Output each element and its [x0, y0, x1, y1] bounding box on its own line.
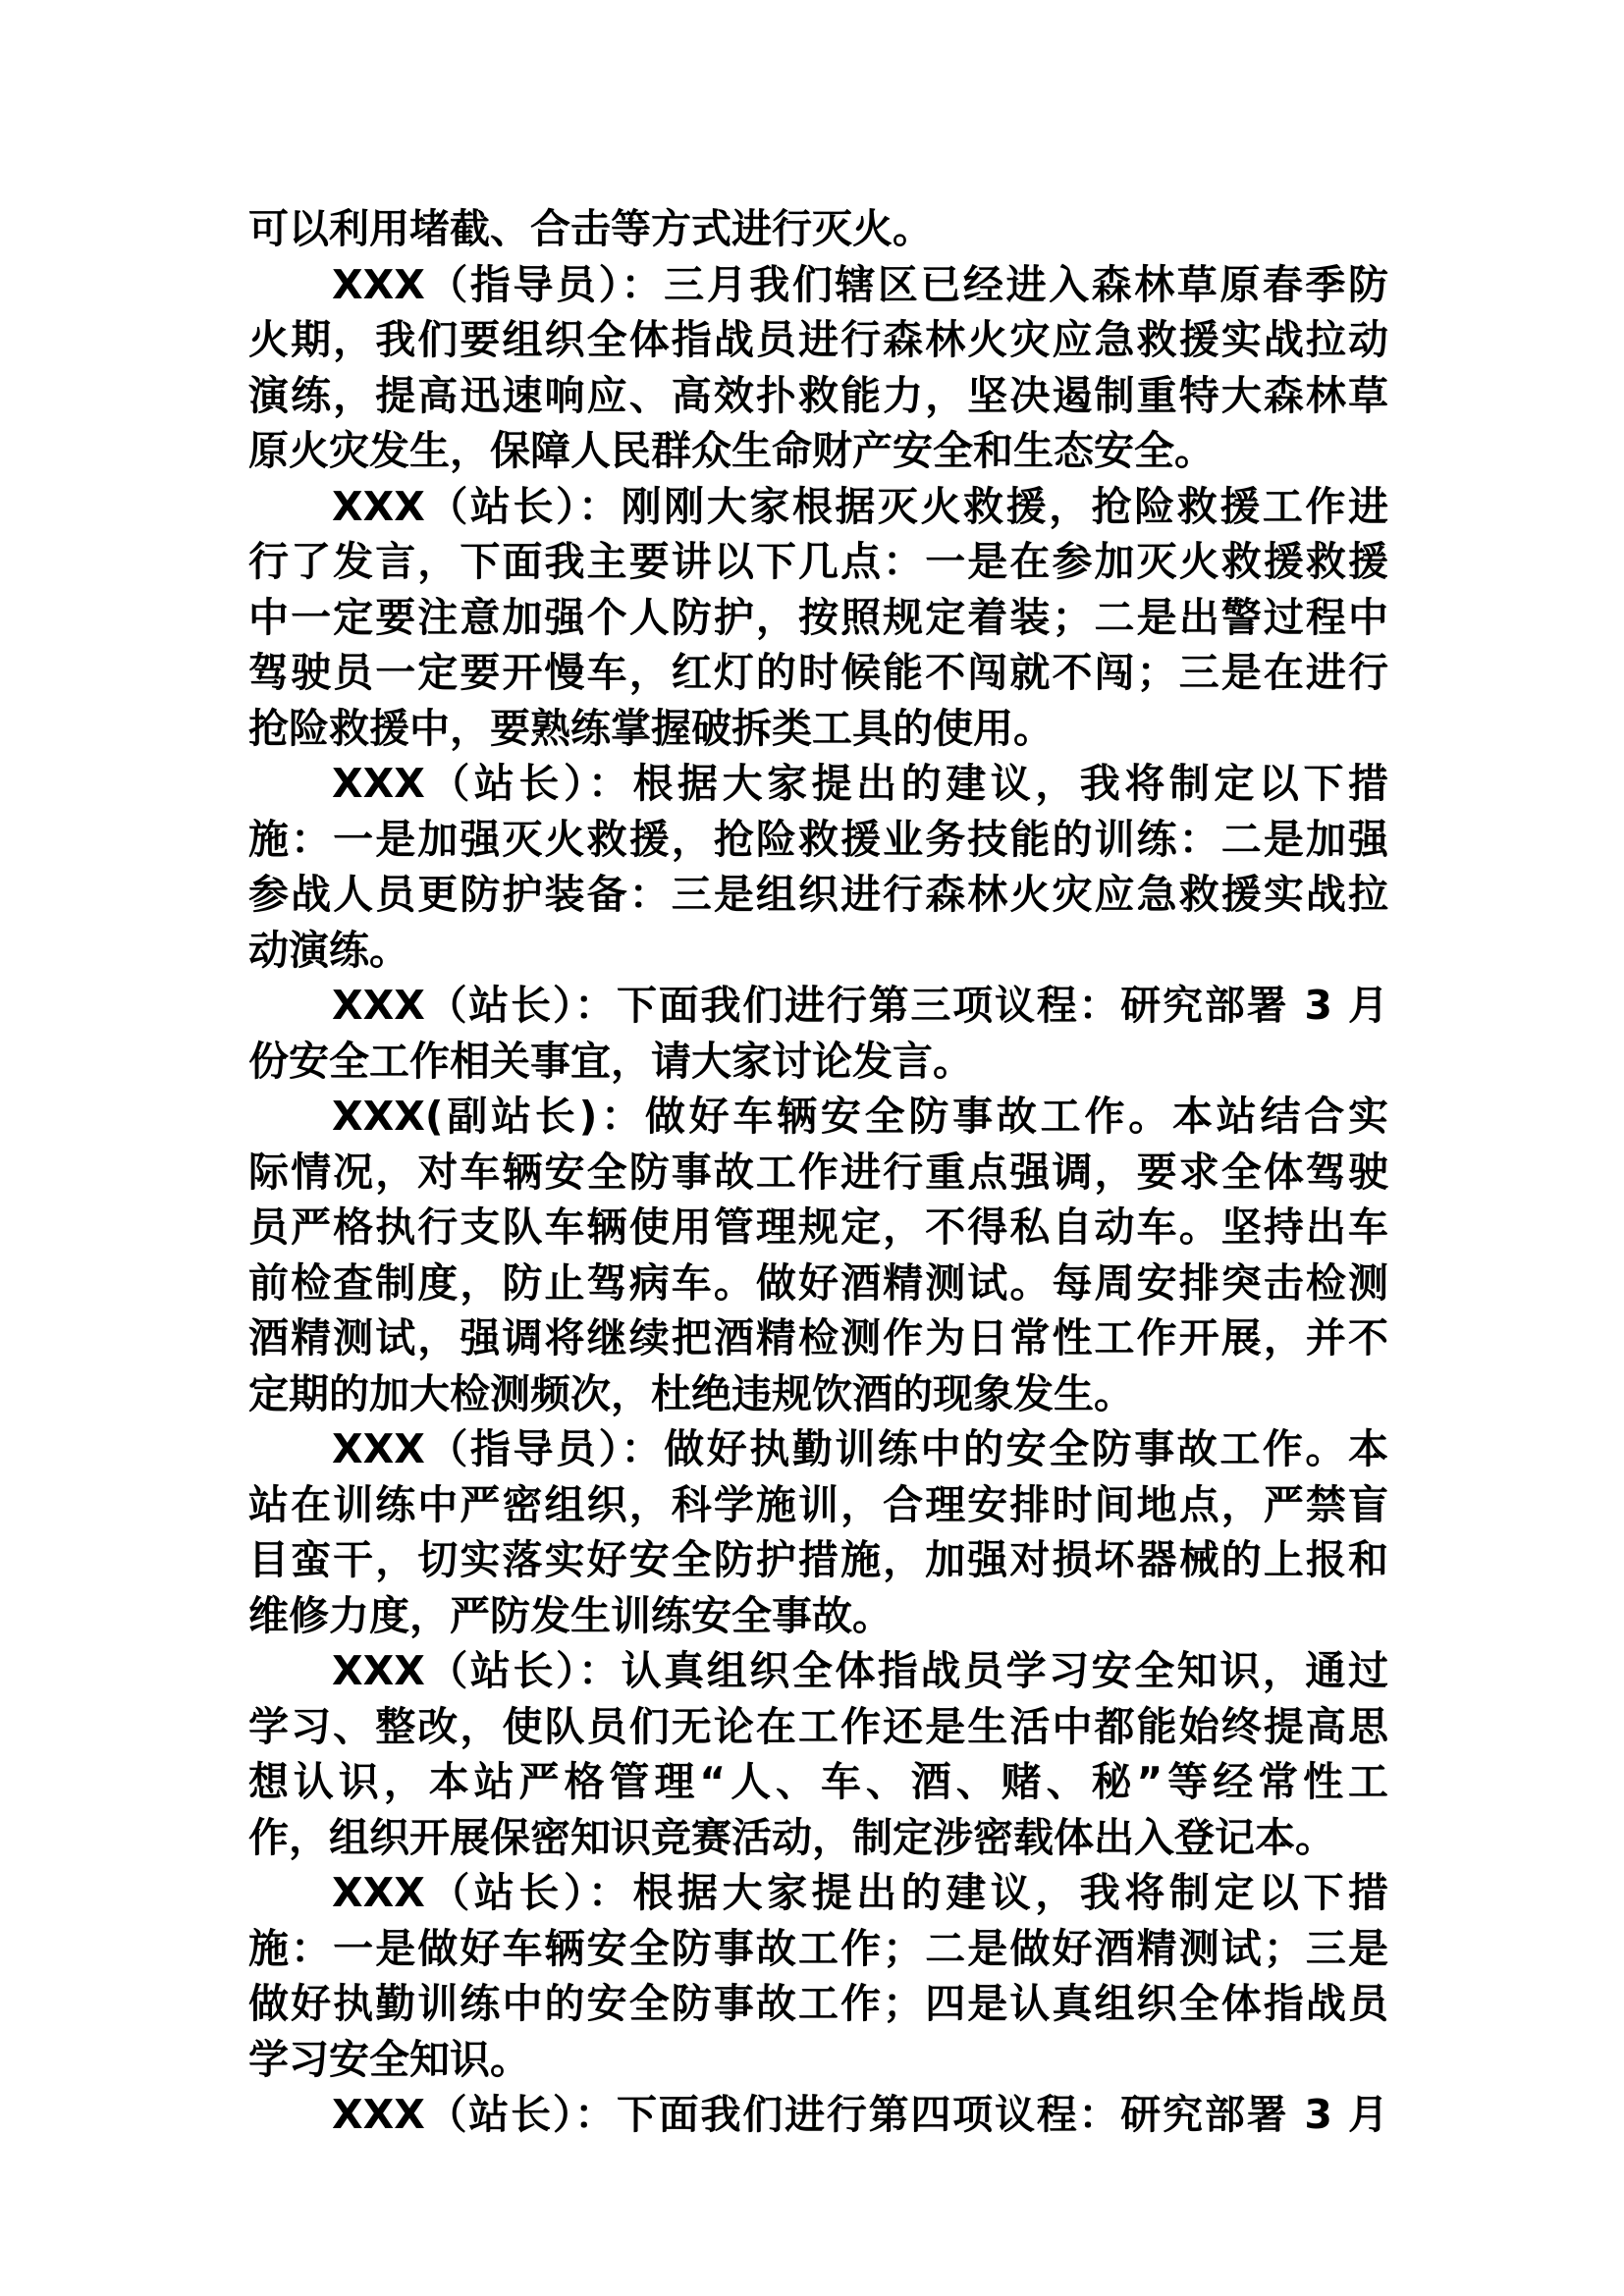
text-line: 目蛮干，切实落实好安全防护措施，加强对损坏器械的上报和: [248, 1536, 1388, 1583]
text-line: 原火灾发生，保障人民群众生命财产安全和生态安全。: [248, 427, 1215, 474]
text-line: 火期，我们要组织全体指战员进行森林火灾应急救援实战拉动: [248, 316, 1388, 363]
text-line: 作，组织开展保密知识竞赛活动，制定涉密载体出入登记本。: [248, 1813, 1335, 1861]
text-line: 施：一是做好车辆安全防事故工作；二是做好酒精测试；三是: [248, 1924, 1388, 1972]
text-line: 学习安全知识。: [248, 2035, 530, 2083]
text-line: 维修力度，严防发生训练安全事故。: [248, 1591, 893, 1639]
text-line: 酒精测试，强调将继续把酒精检测作为日常性工作开展，并不: [248, 1314, 1388, 1362]
paragraph: [248, 756, 1388, 978]
text-line: XXX（站长）：刚刚大家根据灭火救援，抢险救援工作进: [332, 482, 1388, 530]
text-line: 可以利用堵截、合击等方式进行灭火。: [248, 205, 933, 252]
paragraph: [248, 479, 1388, 757]
paragraph: [248, 978, 1388, 1089]
text-line: 动演练。: [248, 926, 409, 974]
paragraph: [248, 1421, 1388, 1643]
text-line: 演练，提高迅速响应、高效扑救能力，坚决遏制重特大森林草: [248, 371, 1388, 419]
text-line: 做好执勤训练中的安全防事故工作；四是认真组织全体指战员: [248, 1980, 1388, 2027]
text-line: 份安全工作相关事宜，请大家讨论发言。: [248, 1037, 973, 1085]
text-line: 参战人员更防护装备：三是组织进行森林火灾应急救援实战拉: [248, 871, 1388, 918]
paragraph: [248, 257, 1388, 479]
text-line: 前检查制度，防止驾病车。做好酒精测试。每周安排突击检测: [248, 1258, 1388, 1307]
text-line: XXX（站长）：根据大家提出的建议，我将制定以下措: [332, 1869, 1388, 1916]
paragraph: [248, 2087, 1388, 2143]
text-line: XXX（站长）：认真组织全体指战员学习安全知识，通过: [332, 1647, 1388, 1694]
paragraph: [248, 1643, 1388, 1865]
text-line: XXX（站长）：下面我们进行第三项议程：研究部署 3 月: [332, 982, 1388, 1029]
text-line: 行了发言，下面我主要讲以下几点：一是在参加灭火救援救援: [248, 538, 1388, 585]
text-line: 际情况，对车辆安全防事故工作进行重点强调，要求全体驾驶: [248, 1148, 1388, 1196]
text-line: XXX（站长）：根据大家提出的建议，我将制定以下措: [332, 760, 1388, 807]
text-line: 学习、整改，使队员们无论在工作还是生活中都能始终提高思: [248, 1702, 1388, 1750]
text-line: XXX（指导员）：做好执勤训练中的安全防事故工作。本: [332, 1425, 1388, 1472]
paragraph: [248, 1089, 1388, 1421]
text-line: 抢险救援中，要熟练掌握破拆类工具的使用。: [248, 704, 1054, 752]
document-page: [248, 201, 1388, 2143]
text-line: XXX（指导员）：三月我们辖区已经进入森林草原春季防: [332, 260, 1388, 308]
text-line: 员严格执行支队车辆使用管理规定，不得私自动车。坚持出车: [248, 1203, 1388, 1251]
text-line: 定期的加大检测频次，杜绝违规饮酒的现象发生。: [248, 1369, 1134, 1417]
text-line: XXX(副站长)：做好车辆安全防事故工作。本站结合实: [332, 1093, 1388, 1140]
text-line: 驾驶员一定要开慢车，红灯的时候能不闯就不闯；三是在进行: [248, 649, 1388, 696]
text-line: 中一定要注意加强个人防护，按照规定着装；二是出警过程中: [248, 593, 1388, 641]
text-line: XXX（站长）：下面我们进行第四项议程：研究部署 3 月: [332, 2091, 1388, 2138]
paragraph: [248, 201, 1388, 257]
text-line: 施：一是加强灭火救援，抢险救援业务技能的训练：二是加强: [248, 815, 1388, 863]
text-line: 想认识，本站严格管理“人、车、酒、赌、秘”等经常性工: [248, 1758, 1388, 1805]
text-line: 站在训练中严密组织，科学施训，合理安排时间地点，严禁盲: [248, 1480, 1388, 1528]
paragraph: [248, 1865, 1388, 2087]
